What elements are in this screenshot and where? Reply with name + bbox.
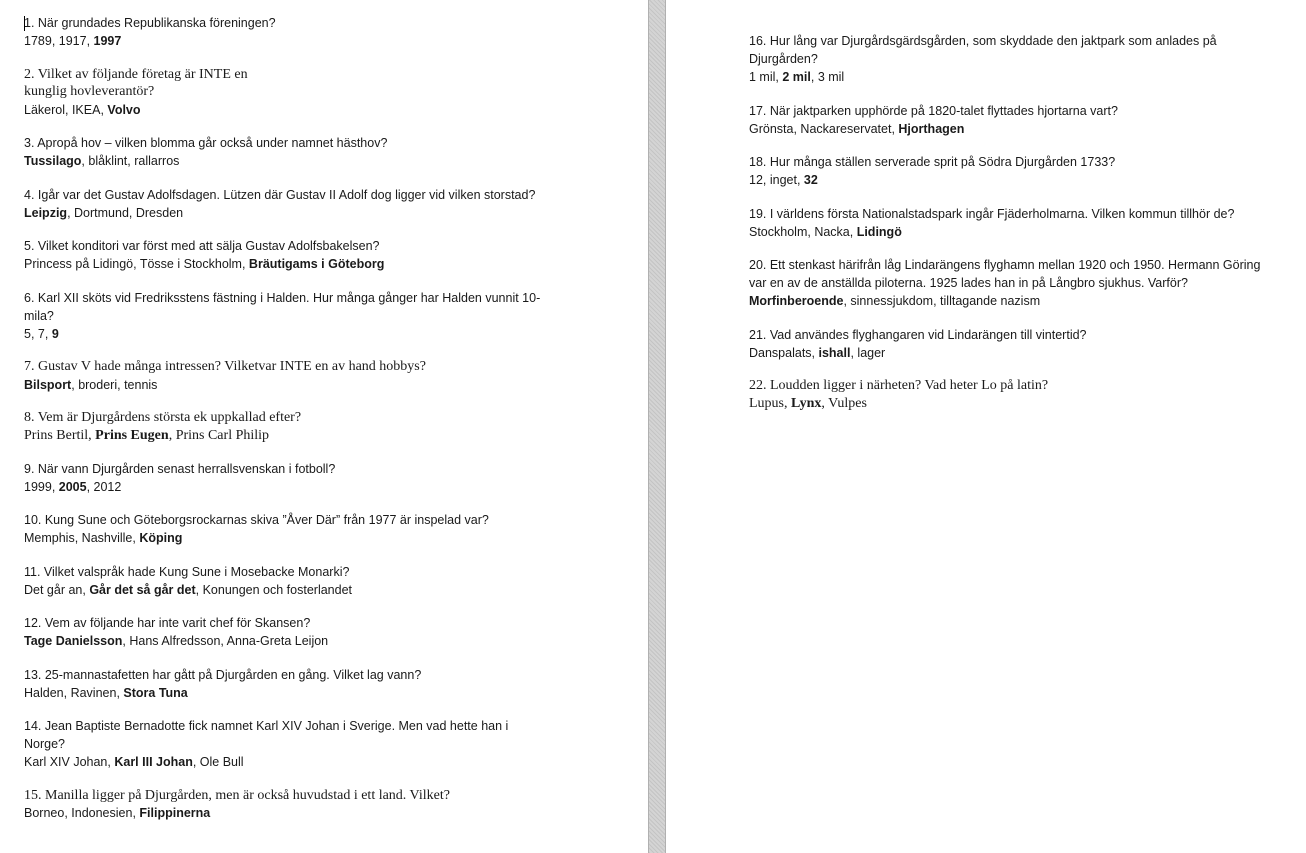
correct-answer: Leipzig <box>24 205 68 220</box>
correct-answer: Hjorthagen <box>898 121 965 136</box>
question-text: 11. Vilket valspråk hade Kung Sune i Mosebacke Monarki? <box>24 564 350 579</box>
answer-option: 3 mil <box>817 70 845 84</box>
quiz-question <box>749 153 1269 189</box>
question-text: 9. När vann Djurgården senast herrallsvenskan i fotboll? <box>24 461 336 476</box>
answer-option: 1999 <box>24 479 52 494</box>
answer-options: 5, 7, 9 <box>24 326 59 341</box>
answer-options: 12, inget, 32 <box>749 173 818 187</box>
quiz-question <box>24 66 584 119</box>
answer-option: Dresden <box>135 205 184 220</box>
quiz-question <box>749 326 1269 362</box>
answer-option: Stockholm <box>749 224 808 239</box>
quiz-question <box>24 614 584 650</box>
question-text: 10. Kung Sune och Göteborgsrockarnas skiva ”Åver Där” från 1977 är inspelad var? <box>24 513 489 527</box>
quiz-question <box>24 358 584 394</box>
quiz-question <box>24 14 584 50</box>
question-text: 1. När grundades Republikanska föreningen? <box>24 16 276 30</box>
correct-answer: Volvo <box>107 102 141 117</box>
answer-option: sinnessjukdom <box>850 294 934 308</box>
quiz-question <box>24 666 584 702</box>
quiz-question <box>24 460 584 496</box>
question-text: 13. 25-mannastafetten har gått på Djurgården en gång. Vilket lag vann? <box>24 667 422 682</box>
answer-option: Danspalats <box>749 345 812 360</box>
answer-option: Vulpes <box>828 395 867 411</box>
correct-answer: Filippinerna <box>139 806 211 820</box>
correct-answer: Bilsport <box>24 377 72 392</box>
question-text: Djurgården? <box>749 52 818 66</box>
answer-options: Bilsport, broderi, tennis <box>24 377 158 392</box>
correct-answer: Lynx <box>791 395 822 411</box>
answer-options: Danspalats, ishall, lager <box>749 345 886 360</box>
quiz-question <box>24 237 584 273</box>
answer-options: 1789, 1917, 1997 <box>24 34 122 48</box>
correct-answer: Tage Danielsson <box>24 634 123 648</box>
answer-option: inget <box>769 173 797 187</box>
answer-option: Nackareservatet <box>800 121 892 136</box>
question-text: 2. Vilket av följande företag är INTE en <box>24 66 248 82</box>
quiz-question <box>24 717 584 771</box>
answer-option: tilltagande nazism <box>940 294 1041 308</box>
correct-answer: Karl III Johan <box>114 755 193 769</box>
question-text: 21. Vad användes flyghangaren vid Lindarängen till vintertid? <box>749 327 1087 342</box>
answer-options: Karl XIV Johan, Karl III Johan, Ole Bull <box>24 755 244 769</box>
quiz-question <box>24 511 584 547</box>
question-text: 4. Igår var det Gustav Adolfsdagen. Lützen där Gustav II Adolf dog ligger vid vilken storstad? <box>24 187 536 202</box>
question-text: 6. Karl XII sköts vid Fredriksstens fästning i Halden. Hur många gånger har Halden vunnit 10- <box>24 290 541 305</box>
answer-option: Hans Alfredsson <box>129 634 221 648</box>
answer-option: 7 <box>37 326 45 341</box>
answer-option: Grönsta <box>749 121 794 136</box>
question-text: mila? <box>24 308 54 323</box>
correct-answer: Tussilago <box>24 154 82 168</box>
correct-answer: Prins Eugen <box>95 427 169 443</box>
quiz-question <box>24 563 584 599</box>
correct-answer: 9 <box>51 326 59 341</box>
answer-option: Halden <box>24 685 64 700</box>
answer-option: Anna-Greta Leijon <box>226 634 329 648</box>
answer-options: Stockholm, Nacka, Lidingö <box>749 224 902 239</box>
answer-options: Morfinberoende, sinnessjukdom, tilltagande nazism <box>749 294 1041 308</box>
answer-options: Läkerol, IKEA, Volvo <box>24 102 141 117</box>
answer-option: blåklint <box>88 154 128 168</box>
answer-options: 1 mil, 2 mil, 3 mil <box>749 70 845 84</box>
answer-option: 2012 <box>93 479 122 494</box>
quiz-question <box>24 186 584 222</box>
quiz-question <box>749 377 1269 412</box>
answer-option: 12 <box>749 173 763 187</box>
answer-option: Det går an <box>24 582 83 597</box>
answer-option: Läkerol <box>24 102 65 117</box>
correct-answer: 2 mil <box>782 70 811 84</box>
answer-option: Prins Bertil <box>24 427 89 443</box>
quiz-question <box>749 102 1269 138</box>
answer-option: Indonesien <box>71 806 133 820</box>
quiz-question <box>749 205 1269 241</box>
quiz-question <box>749 32 1269 86</box>
document-page-left[interactable] <box>0 0 648 853</box>
question-text: 5. Vilket konditori var först med att sälja Gustav Adolfsbakelsen? <box>24 239 380 253</box>
answer-option: Ravinen <box>70 685 117 700</box>
quiz-question <box>24 289 584 343</box>
answer-option: 5 <box>24 326 31 341</box>
correct-answer: 1997 <box>93 34 122 48</box>
question-text: 20. Ett stenkast härifrån låg Lindarängens flyghamn mellan 1920 och 1950. Hermann Göring <box>749 258 1261 272</box>
question-text: 22. Loudden ligger i närheten? Vad heter Lo på latin? <box>749 378 1049 393</box>
question-text: 8. Vem är Djurgårdens största ek uppkallad efter? <box>24 410 302 425</box>
answer-option: Ole Bull <box>199 755 244 769</box>
answer-option: Konungen och fosterlandet <box>202 582 352 597</box>
answer-option: 1789 <box>24 34 52 48</box>
answer-options: Halden, Ravinen, Stora Tuna <box>24 685 188 700</box>
quiz-question <box>24 134 584 170</box>
correct-answer: Bräutigams i Göteborg <box>248 257 385 271</box>
document-page-right[interactable] <box>666 0 1306 853</box>
question-text: 15. Manilla ligger på Djurgården, men är också huvudstad i ett land. Vilket? <box>24 787 450 803</box>
answer-options: Lupus, Lynx, Vulpes <box>749 395 867 411</box>
question-text: 3. Apropå hov – vilken blomma går också under namnet hästhov? <box>24 136 388 150</box>
quiz-column-right <box>749 32 1269 428</box>
question-text: kunglig hovleverantör? <box>24 84 155 99</box>
correct-answer: 32 <box>803 173 818 187</box>
quiz-question <box>749 256 1269 310</box>
question-text: 12. Vem av följande har inte varit chef för Skansen? <box>24 616 311 630</box>
correct-answer: Morfinberoende <box>749 294 844 308</box>
correct-answer: 2005 <box>58 479 87 494</box>
answer-option: Nashville <box>81 531 133 545</box>
quiz-column-left <box>24 14 584 838</box>
answer-option: Lupus <box>749 395 784 411</box>
answer-option: lager <box>857 345 886 360</box>
answer-options: Prins Bertil, Prins Eugen, Prins Carl Philip <box>24 427 270 443</box>
answer-option: rallarros <box>134 154 180 168</box>
answer-options: Princess på Lidingö, Tösse i Stockholm, Bräutigams i Göteborg <box>24 257 385 271</box>
question-text: Norge? <box>24 737 65 751</box>
correct-answer: ishall <box>818 345 851 360</box>
answer-option: IKEA <box>71 102 101 117</box>
answer-option: broderi <box>78 377 118 392</box>
quiz-question <box>24 787 584 823</box>
answer-option: Dortmund <box>74 205 129 220</box>
page-gutter <box>648 0 666 853</box>
question-text: 14. Jean Baptiste Bernadotte fick namnet Karl XIV Johan i Sverige. Men vad hette han i <box>24 719 509 733</box>
answer-option: Tösse i Stockholm <box>139 257 242 271</box>
answer-options: Tussilago, blåklint, rallarros <box>24 154 180 168</box>
answer-option: Karl XIV Johan <box>24 755 108 769</box>
answer-option: Borneo <box>24 806 65 820</box>
answer-option: tennis <box>124 377 158 392</box>
question-text: 7. Gustav V hade många intressen? Vilketvar INTE en av hand hobbys? <box>24 359 426 374</box>
answer-option: 1917 <box>58 34 87 48</box>
quiz-question <box>24 409 584 444</box>
answer-options: Tage Danielsson, Hans Alfredsson, Anna-Greta Leijon <box>24 634 329 648</box>
correct-answer: Går det så går det <box>89 582 196 597</box>
correct-answer: Lidingö <box>856 224 902 239</box>
answer-options: 1999, 2005, 2012 <box>24 479 122 494</box>
answer-options: Memphis, Nashville, Köping <box>24 531 183 545</box>
answer-option: 1 mil <box>749 70 776 84</box>
answer-option: Memphis <box>24 531 75 545</box>
correct-answer: Stora Tuna <box>123 685 188 700</box>
answer-options: Grönsta, Nackareservatet, Hjorthagen <box>749 121 965 136</box>
answer-option: Nacka <box>814 224 850 239</box>
question-text: 18. Hur många ställen serverade sprit på Södra Djurgården 1733? <box>749 155 1116 169</box>
correct-answer: Köping <box>139 531 183 545</box>
question-text: 16. Hur lång var Djurgårdsgärdsgården, som skyddade den jaktpark som anlades på <box>749 34 1217 48</box>
answer-options: Leipzig, Dortmund, Dresden <box>24 205 184 220</box>
answer-option: Prins Carl Philip <box>175 427 270 443</box>
question-text: var en av de anställda piloterna. 1925 lades han in på Långbro sjukhus. Varför? <box>749 276 1188 290</box>
answer-option: Princess på Lidingö <box>24 257 134 271</box>
answer-options: Det går an, Går det så går det, Konungen och fosterlandet <box>24 582 352 597</box>
question-text: 17. När jaktparken upphörde på 1820-talet flyttades hjortarna vart? <box>749 103 1118 118</box>
answer-options: Borneo, Indonesien, Filippinerna <box>24 806 211 820</box>
question-text: 19. I världens första Nationalstadspark ingår Fjäderholmarna. Vilken kommun tillhör de? <box>749 206 1235 221</box>
